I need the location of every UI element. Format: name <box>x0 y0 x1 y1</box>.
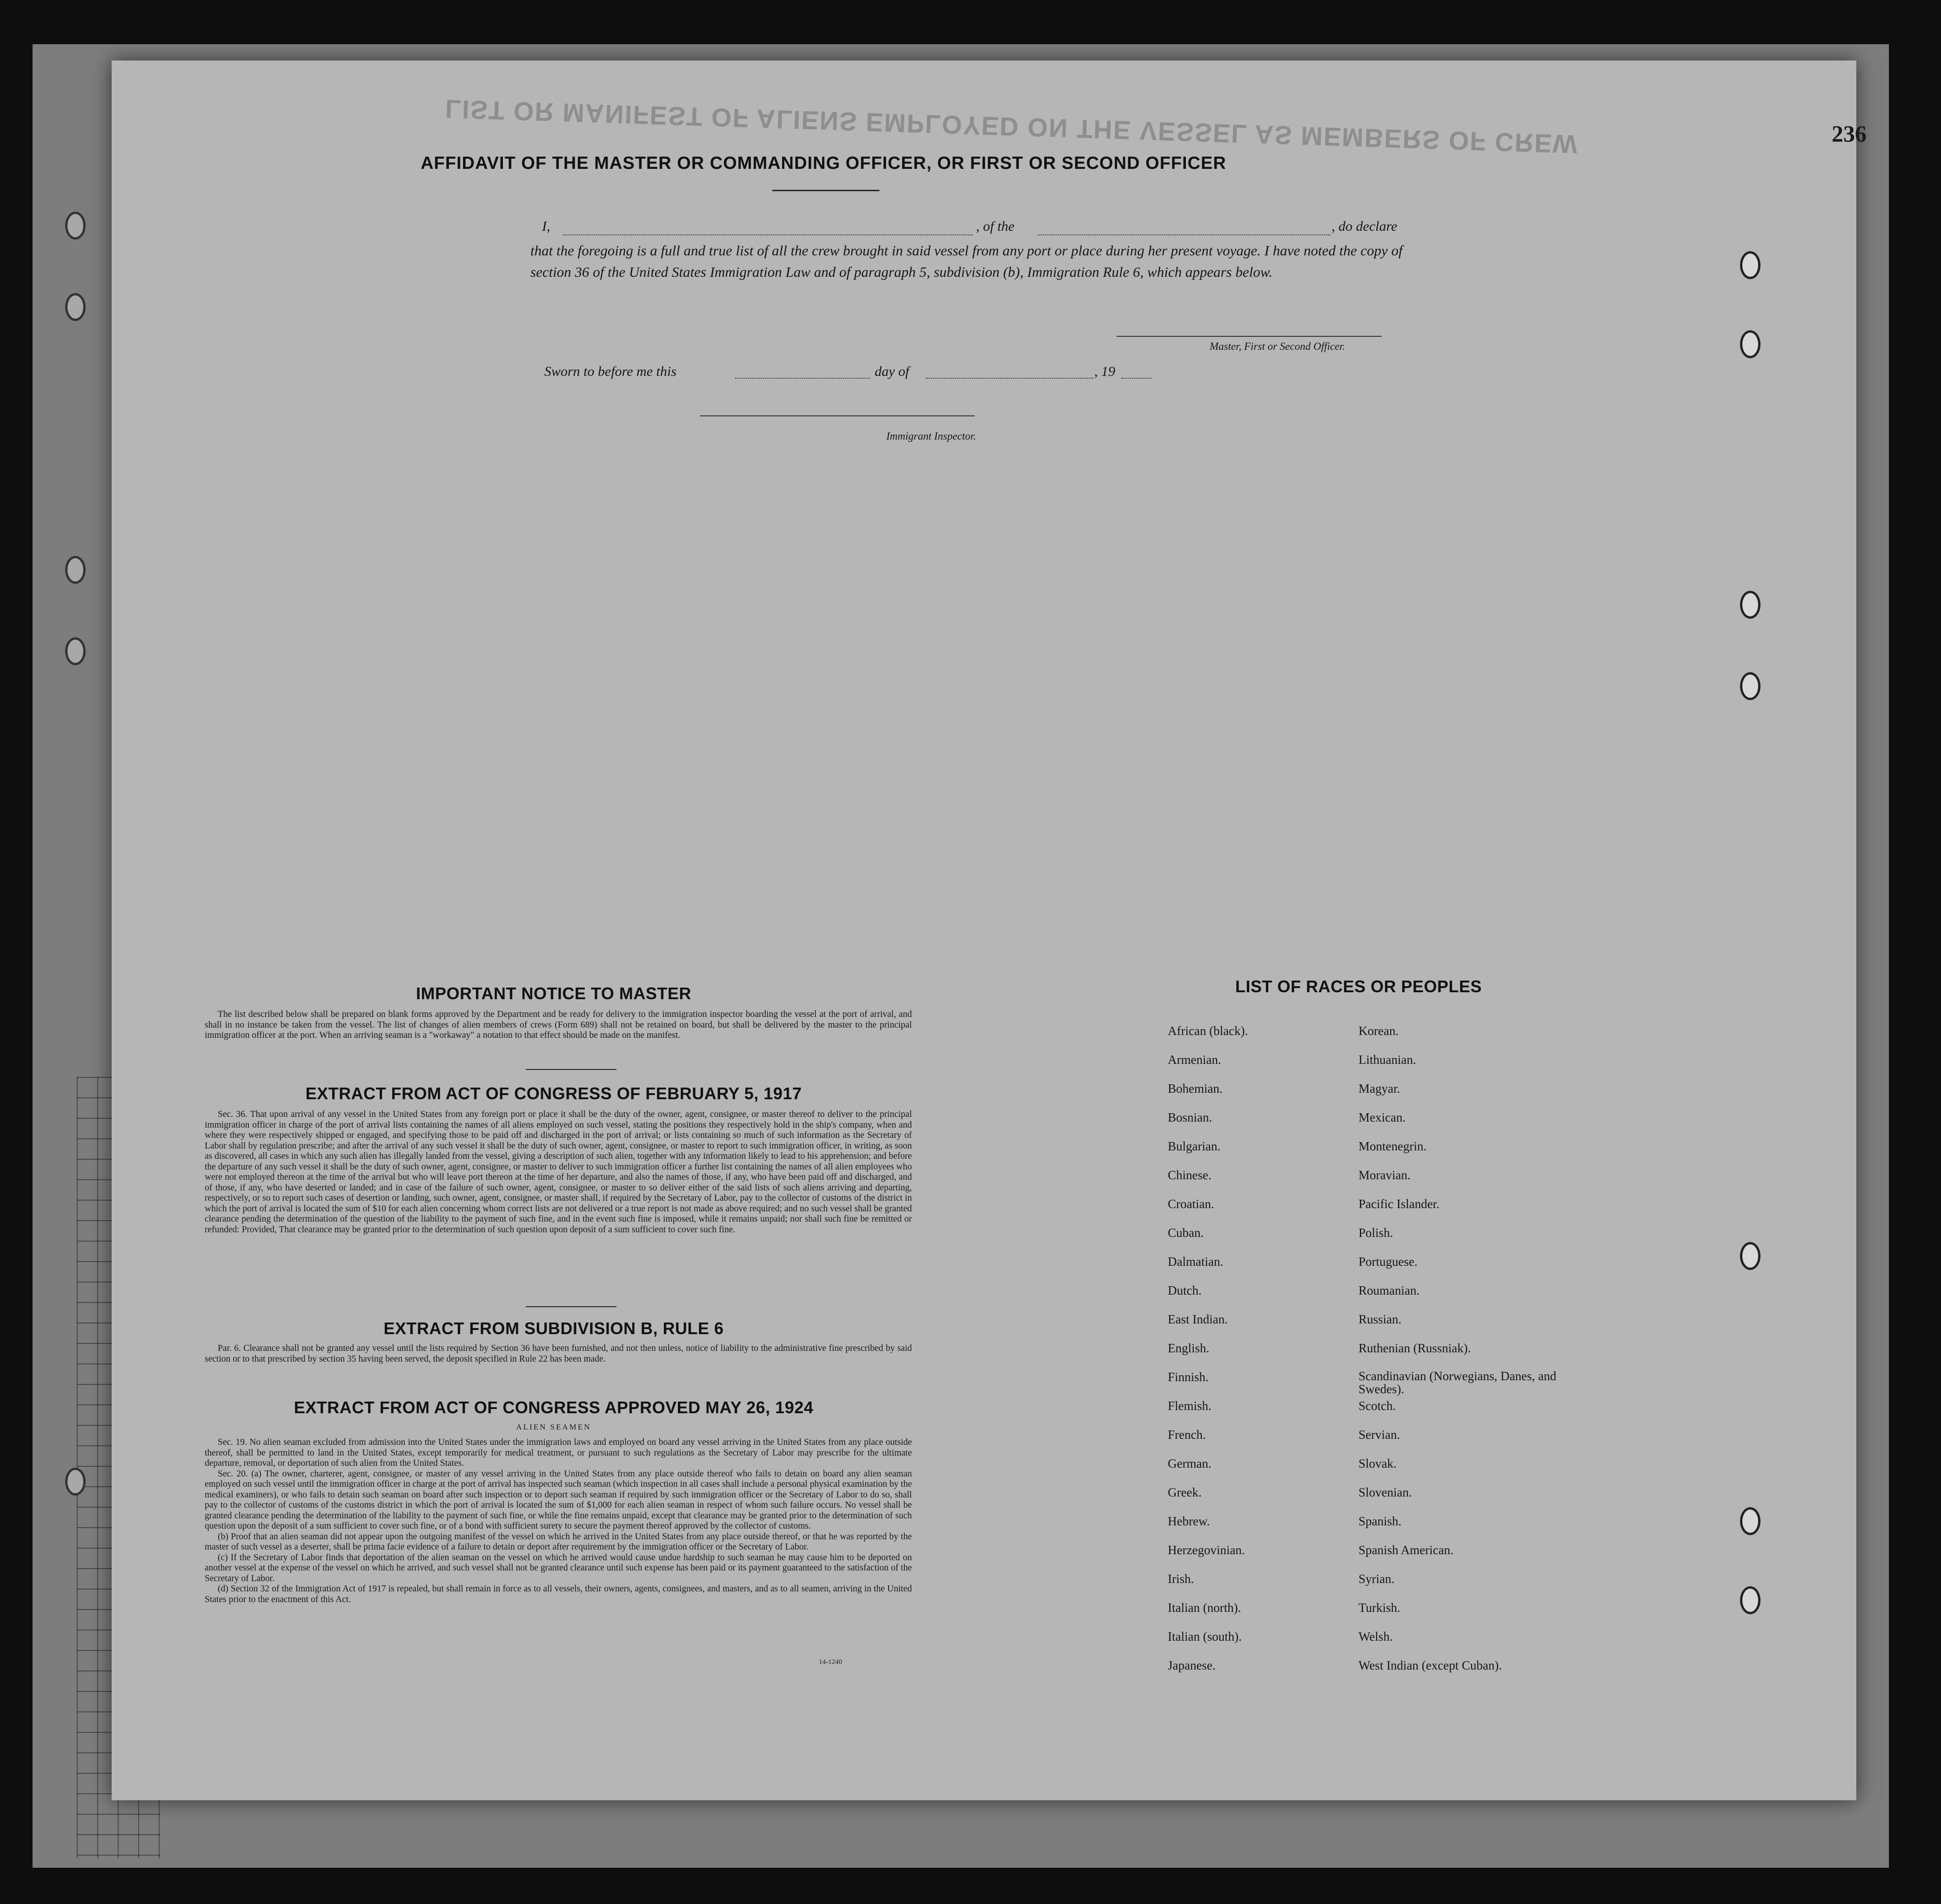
race-item: Flemish. <box>1168 1399 1211 1413</box>
race-item: Portuguese. <box>1359 1255 1418 1269</box>
race-item: French. <box>1168 1428 1206 1442</box>
race-item: Irish. <box>1168 1572 1194 1586</box>
race-item: Pacific Islander. <box>1359 1197 1439 1211</box>
notice-text <box>205 1009 912 1041</box>
sec-20d-paragraph: (d) Section 32 of the Immigration Act of 1917 is repealed, but shall remain in force as to all vessels, their owners, agents, consignees, and masters, and as to all seamen, arriving in the United States prior to the enactment of this Act. <box>205 1584 912 1604</box>
par-6-paragraph: Par. 6. Clearance shall not be granted any vessel until the lists required by Section 36 have been furnished, and not then unless, notice of liability to the administrative fine prescribed by said section or to that prescribed by section 35 having been served, the deposit specified in Rule 22 has been made. <box>205 1343 912 1364</box>
race-item: West Indian (except Cuban). <box>1359 1658 1502 1672</box>
race-item: Herzegovinian. <box>1168 1543 1245 1557</box>
notice-paragraph: The list described below shall be prepared on blank forms approved by the Department and be ready for delivery to the immigration inspector boarding the vessel at the port of arrival, and shall in no instance be taken from the vessel. The list of changes of alien members of crews (Form 689) shall not be retained on board, but shall be delivered by the master to the principal immigration officer at the port. When an arriving seaman is a "workaway" a notation to that effect should be made on the manifest. <box>205 1009 912 1040</box>
races-column-2 <box>1359 1023 1573 1687</box>
punch-hole-left-3 <box>65 556 86 584</box>
punch-hole-right-4 <box>1740 672 1760 700</box>
extract-1917-rule <box>526 1306 616 1307</box>
master-signature-label: Master, First or Second Officer. <box>1210 341 1345 352</box>
punch-hole-right-7 <box>1740 1586 1760 1614</box>
punch-hole-left-1 <box>65 212 86 240</box>
sec-20c-paragraph: (c) If the Secretary of Labor finds that deportation of the alien seaman on the vessel on which he arrived would cause undue hardship to such seaman he may cause him to be deported on another vessel at the expense of the vessel on which he arrived, and such vessel shall not be granted clearance until such expense has been paid or its payment guaranteed to the satisfaction of the Secretary of Labor. <box>205 1552 912 1583</box>
sec-20a-paragraph: Sec. 20. (a) The owner, charterer, agent, consignee, or master of any vessel arriving in the United States from any place outside thereof who fails to detain on board any alien seaman employed on such vessel until the immigration officer in charge at the port of arrival has inspected such seaman (which inspection in all cases shall include a personal physical examination by the medical examiners), or who fails to detain such seaman on board after such inspection or to deport such seaman if required by such immigration officer or the Secretary of Labor to do so, shall pay to the collector of customs of the customs district in which the port of arrival is located the sum of $1,000 for each alien seaman in respect of whom such failure occurs. No vessel shall be granted clearance pending the determination of the liability to the payment of such fine, or while the fine remains unpaid, except that clearance may be granted prior to the determination of such question upon the deposit of a sum sufficient to cover such fine, or of a bond with sufficient surety to secure the payment thereof approved by the collector of customs. <box>205 1469 912 1531</box>
race-item: Dutch. <box>1168 1283 1202 1297</box>
punch-hole-left-2 <box>65 293 86 321</box>
affidavit-i-label: I, <box>542 219 550 234</box>
notice-rule <box>526 1069 616 1070</box>
affidavit-name-field[interactable] <box>563 234 972 235</box>
punch-hole-left-5 <box>65 1468 86 1496</box>
race-item: Armenian. <box>1168 1053 1221 1067</box>
race-item: Polish. <box>1359 1226 1393 1240</box>
race-item: Japanese. <box>1168 1658 1216 1672</box>
race-item: Greek. <box>1168 1485 1202 1499</box>
race-item: Scandinavian (Norwegians, Danes, and Swedes). <box>1359 1369 1557 1396</box>
race-item: Ruthenian (Russniak). <box>1359 1341 1471 1355</box>
affidavit-title: AFFIDAVIT OF THE MASTER OR COMMANDING OFFICER, OR FIRST OR SECOND OFFICER <box>421 154 1226 173</box>
race-item: Spanish. <box>1359 1514 1402 1528</box>
race-item: Chinese. <box>1168 1168 1211 1182</box>
race-item: Mexican. <box>1359 1110 1406 1124</box>
race-item: Turkish. <box>1359 1601 1400 1615</box>
notice-title: IMPORTANT NOTICE TO MASTER <box>416 984 691 1003</box>
extract-1917-text <box>205 1109 912 1235</box>
punch-hole-right-2 <box>1740 330 1760 358</box>
race-item: Korean. <box>1359 1024 1399 1038</box>
race-item: Moravian. <box>1359 1168 1411 1182</box>
race-item: Welsh. <box>1359 1630 1393 1643</box>
affidavit-vessel-field[interactable] <box>1037 234 1331 235</box>
race-item: Bohemian. <box>1168 1082 1223 1096</box>
affidavit-title-rule <box>772 190 879 191</box>
punch-hole-right-1 <box>1740 251 1760 279</box>
race-item: Hebrew. <box>1168 1514 1210 1528</box>
extract-1924-title: EXTRACT FROM ACT OF CONGRESS APPROVED MAY 26, 1924 <box>294 1398 814 1417</box>
sworn-day-field[interactable] <box>735 378 870 379</box>
races-column-1 <box>1168 1023 1354 1687</box>
race-item: Italian (south). <box>1168 1630 1242 1643</box>
bleed-through-header: LIST OR MANIFEST OF ALIENS EMPLOYED ON THE VESSEL AS MEMBERS OF CREW <box>445 94 1579 160</box>
race-item: Dalmatian. <box>1168 1255 1224 1269</box>
race-item: African (black). <box>1168 1024 1248 1038</box>
extract-1917-title: EXTRACT FROM ACT OF CONGRESS OF FEBRUARY 5, 1917 <box>305 1084 802 1103</box>
race-item: Spanish American. <box>1359 1543 1453 1557</box>
race-item: Servian. <box>1359 1428 1400 1442</box>
race-item: Russian. <box>1359 1312 1402 1326</box>
inspector-label: Immigrant Inspector. <box>886 430 976 442</box>
sec-36-paragraph: Sec. 36. That upon arrival of any vessel in the United States from any foreign port or place it shall be the duty of the owner, agent, consignee, or master thereof to deliver to the principal immigration officer in charge of the port of arrival lists containing the names of all aliens employed on such vessel, stating the positions they respectively hold in the ship's company, when and where they were respectively shipped or engaged, and specifying those to be paid off and discharged in the port of arrival; or lists containing so much of such information as the Secretary of Labor shall by regulation prescribe; and after the arrival of any such vessel it shall be the duty of such owner, agent, consignee, or master to report to such immigration officer, in writing, as soon as discovered, all cases in which any such alien has illegally landed from the vessel, giving a description of such alien, together with any information likely to lead to his apprehension; and before the departure of any such vessel it shall be the duty of such owner, agent, consignee, or master to deliver to such immigration officer a further list containing the names of all alien employees who were not employed thereon at the time of the arrival but who will leave port thereon at the time of her departure, and also the names of those, if any, who have been paid off and discharged, and of those, if any, who have deserted or landed; and in case of the failure of such owner, agent, consignee, or master to so deliver either of the said lists of such aliens arriving and departing, respectively, or so to report such cases of desertion or landing, such owner, agent, consignee, or master shall, if required by the Secretary of Labor, pay to the collector of customs of the district in which the port of arrival is located the sum of $10 for each alien concerning whom correct lists are not delivered or a true report is not made as above required; and no such vessel shall be granted clearance pending the determination of the question of the liability to the payment of such fine, and in the event such fine is imposed, while it remains unpaid; nor shall such fine be remitted or refunded: Provided, That clearance may be granted prior to the determination of such question upon deposit of a sum sufficient to cover such fine. <box>205 1109 912 1235</box>
sworn-year-field[interactable] <box>1121 378 1151 379</box>
sworn-label: Sworn to before me this <box>544 364 676 379</box>
race-item: Slovenian. <box>1359 1485 1412 1499</box>
race-item: Montenegrin. <box>1359 1139 1427 1153</box>
punch-hole-left-4 <box>65 637 86 665</box>
punch-hole-right-6 <box>1740 1507 1760 1535</box>
extract-1924-text <box>205 1437 912 1605</box>
sworn-month-field[interactable] <box>926 378 1093 379</box>
race-item: Slovak. <box>1359 1456 1397 1470</box>
races-title: LIST OF RACES OR PEOPLES <box>1235 977 1482 996</box>
race-item: Bulgarian. <box>1168 1139 1221 1153</box>
race-item: Croatian. <box>1168 1197 1214 1211</box>
punch-hole-right-5 <box>1740 1242 1760 1270</box>
race-item: Roumanian. <box>1359 1283 1420 1297</box>
affidavit-of-the-label: , of the <box>976 219 1015 234</box>
sec-20b-paragraph: (b) Proof that an alien seaman did not appear upon the outgoing manifest of the vessel on which he arrived in the United States from any place outside thereof, or that he was reported by the master of such vessel as a deserter, shall be prima facie evidence of a failure to detain or deport after requirement by the immigration officer or the Secretary of Labor. <box>205 1531 912 1552</box>
extract-rule6-text <box>205 1343 912 1364</box>
race-item: Magyar. <box>1359 1082 1400 1096</box>
master-signature-line[interactable] <box>1117 336 1382 337</box>
extract-rule6-title: EXTRACT FROM SUBDIVISION B, RULE 6 <box>383 1319 724 1338</box>
race-item: Cuban. <box>1168 1226 1204 1240</box>
affidavit-do-declare-label: , do declare <box>1332 219 1398 234</box>
affidavit-body: that the foregoing is a full and true list of all the crew brought in said vessel from any port or place during her present voyage. I have noted the copy of section 36 of the United States Immigration Law and of paragraph 5, subdivision (b), Immigration Rule 6, which appears below. <box>530 242 1403 280</box>
sec-19-paragraph: Sec. 19. No alien seaman excluded from admission into the United States under the immigration laws and employed on board any vessel arriving in the United States from any place outside thereof, shall be permitted to land in the United States, except temporarily for medical treatment, or pursuant to such regulations as the Secretary of Labor may prescribe for the ultimate departure, removal, or deportation of such alien from the United States. <box>205 1437 912 1468</box>
race-item: Finnish. <box>1168 1370 1209 1384</box>
race-item: Bosnian. <box>1168 1110 1212 1124</box>
race-item: East Indian. <box>1168 1312 1228 1326</box>
page-number: 236 <box>1832 120 1867 147</box>
race-item: Scotch. <box>1359 1399 1396 1413</box>
race-item: English. <box>1168 1341 1210 1355</box>
alien-seamen-subtitle: ALIEN SEAMEN <box>516 1423 591 1431</box>
punch-hole-right-3 <box>1740 591 1760 619</box>
race-item: Lithuanian. <box>1359 1053 1416 1067</box>
form-code: 14-1240 <box>819 1658 842 1666</box>
race-item: German. <box>1168 1456 1211 1470</box>
inspector-signature-line[interactable] <box>700 415 975 416</box>
race-item: Italian (north). <box>1168 1601 1241 1615</box>
race-item: Syrian. <box>1359 1572 1395 1586</box>
year-label: , 19 <box>1094 364 1115 379</box>
day-of-label: day of <box>875 364 910 379</box>
